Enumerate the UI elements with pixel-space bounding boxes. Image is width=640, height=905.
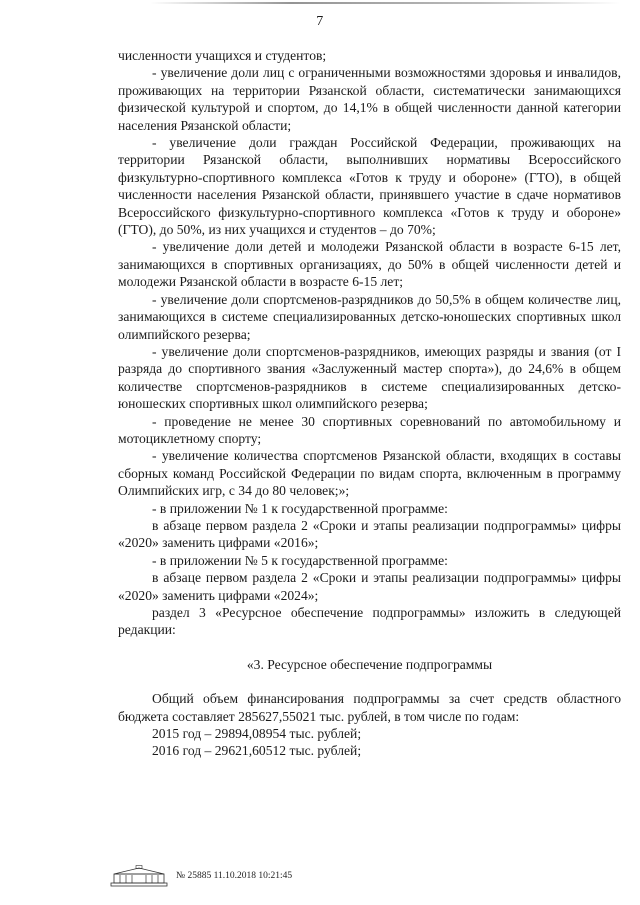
list-item: - увеличение доли лиц с ограниченными возможностями здоровья и инвалидов, проживающих на территории Рязанской области, систематически занимающихся физической культурой и спортом, до 14,1% в общей численности данной категории населения Рязанской области; [118,65,621,133]
page-number: 7 [316,14,324,29]
list-item: - в приложении № 5 к государственной программе: [152,552,448,568]
funding-paragraph: Общий объем финансирования подпрограммы за счет средств областного бюджета составляет 285627,55021 тыс. рублей, в том числе по годам: [118,691,621,724]
year-line: 2015 год – 29894,08954 тыс. рублей; [152,726,362,742]
list-item: - увеличение доли спортсменов-разрядников до 50,5% в общем количестве лиц, занимающихся в системе специализированных детско-юношеских спортивных школ олимпийского резерва; [118,291,621,342]
list-item: - проведение не менее 30 спортивных соревнований по автомобильному и мотоциклетному спорту; [118,413,621,446]
list-item: - увеличение количества спортсменов Рязанской области, входящих в составы сборных команд Российской Федерации по видам спорта, включенным в программу Олимпийских игр, с 34 до 80 человек;»; [118,448,621,499]
year-line: 2016 год – 29621,60512 тыс. рублей; [152,743,362,759]
list-item: - в приложении № 1 к государственной программе: [152,500,448,516]
document-footer [110,865,292,887]
scan-top-edge [150,2,620,4]
government-building-icon [110,865,168,887]
paragraph: в абзаце первом раздела 2 «Сроки и этапы реализации подпрограммы» цифры «2020» заменить цифрами «2024»; [118,570,621,603]
paragraph: раздел 3 «Ресурсное обеспечение подпрограммы» изложить в следующей редакции: [118,605,621,638]
registration-stamp: № 25885 11.10.2018 10:21:45 [176,871,293,881]
list-item: - увеличение доли детей и молодежи Рязанской области в возрасте 6-15 лет, занимающихся в спортивных организациях, до 50% в общей численности детей и молодежи Рязанской области в возрасте 6-15 лет; [118,239,621,290]
document-body [118,47,621,760]
paragraph-continuation: численности учащихся и студентов; [118,48,327,63]
list-item: - увеличение доли граждан Российской Федерации, проживающих на территории Рязанской области, выполнивших нормативы Всероссийского физкультурно-спортивного комплекса «Готов к труду и обороне» (ГТО), в общей численности населения Рязанской области, принявшего участие в сдаче нормативов Всероссийского физкультурно-спортивного комплекса «Готов к труду и обороне» (ГТО), до 50%, из них учащихся и студентов – до 70%; [118,135,621,238]
section-heading: «3. Ресурсное обеспечение подпрограммы [246,656,493,672]
list-item: - увеличение доли спортсменов-разрядников, имеющих разряды и звания (от I разряда до спортивного звания «Заслуженный мастер спорта»), до 24,6% в общем количестве спортсменов-разрядников в системе специализированных детско-юношеских спортивных школ олимпийского резерва; [118,343,621,412]
paragraph: в абзаце первом раздела 2 «Сроки и этапы реализации подпрограммы» цифры «2020» заменить цифрами «2016»; [118,517,621,551]
